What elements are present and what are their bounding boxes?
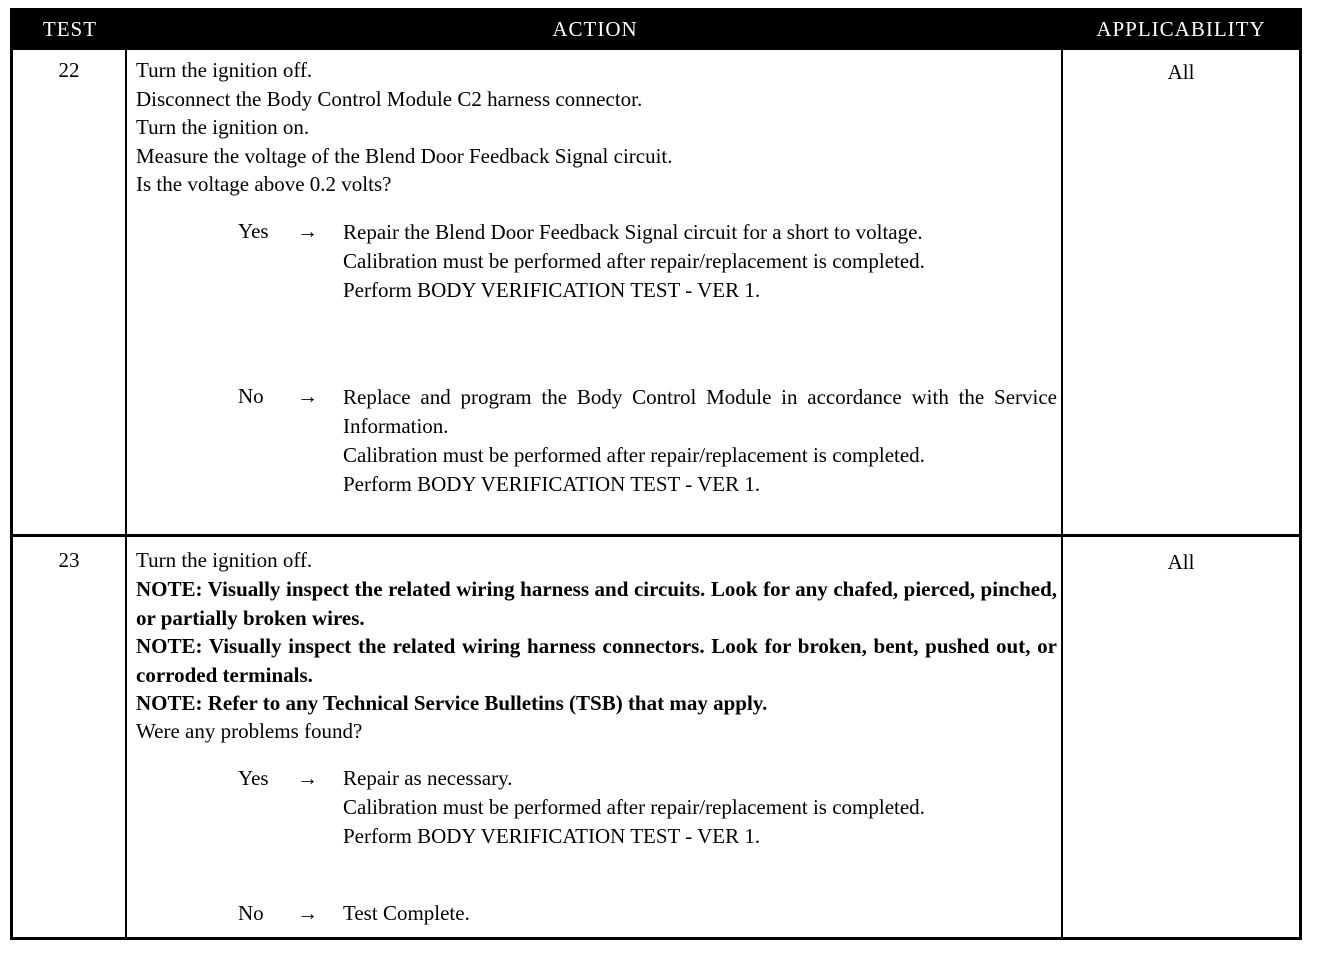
applicability-value: All <box>1167 60 1195 84</box>
note-text: NOTE: Refer to any Technical Service Bulletins (TSB) that may apply. <box>136 691 768 715</box>
action-step: Measure the voltage of the Blend Door Feedback Signal circuit. <box>136 144 673 168</box>
header-action: ACTION <box>552 17 638 41</box>
note-text: NOTE: Visually inspect the related wiring harness and circuits. Look for any chafed, pierced, pinched, or partially broken wires. <box>136 577 1057 630</box>
test-number: 22 <box>58 58 80 82</box>
action-step: Turn the ignition on. <box>136 115 310 139</box>
row-divider <box>13 534 1299 537</box>
diagnostic-test-table <box>10 8 1302 940</box>
action-step: Turn the ignition off. <box>136 548 313 572</box>
yes-label: Yes <box>238 219 269 243</box>
arrow-icon: → <box>297 219 318 243</box>
header-test: TEST <box>42 17 98 41</box>
no-result <box>343 383 1057 499</box>
result-text: Calibration must be performed after repair/replacement is completed. <box>343 795 925 819</box>
yes-result <box>343 764 1057 851</box>
result-text: Test Complete. <box>343 901 470 925</box>
arrow-icon: → <box>297 766 318 790</box>
applicability-value: All <box>1167 550 1195 574</box>
yes-label: Yes <box>238 766 269 790</box>
arrow-icon: → <box>297 901 318 925</box>
arrow-icon: → <box>297 384 318 408</box>
no-label: No <box>238 384 264 408</box>
action-step: Turn the ignition off. <box>136 58 313 82</box>
column-divider <box>1061 11 1063 937</box>
result-text: Perform BODY VERIFICATION TEST - VER 1. <box>343 278 761 302</box>
action-step: Disconnect the Body Control Module C2 harness connector. <box>136 87 643 111</box>
header-applicability: APPLICABILITY <box>1096 17 1266 41</box>
test-number: 23 <box>58 548 80 572</box>
result-text: Repair as necessary. <box>343 766 513 790</box>
result-text: Calibration must be performed after repair/replacement is completed. <box>343 443 925 467</box>
no-result <box>343 899 1057 928</box>
result-text: Calibration must be performed after repair/replacement is completed. <box>343 249 925 273</box>
column-divider <box>125 11 127 937</box>
note-text: NOTE: Visually inspect the related wiring harness connectors. Look for broken, bent, pushed out, or corroded terminals. <box>136 634 1057 687</box>
action-question: Were any problems found? <box>136 719 363 743</box>
action-question: Is the voltage above 0.2 volts? <box>136 172 392 196</box>
result-text: Replace and program the Body Control Module in accordance with the Service Information. <box>343 385 1057 438</box>
result-text: Repair the Blend Door Feedback Signal circuit for a short to voltage. <box>343 220 923 244</box>
result-text: Perform BODY VERIFICATION TEST - VER 1. <box>343 472 761 496</box>
result-text: Perform BODY VERIFICATION TEST - VER 1. <box>343 824 761 848</box>
no-label: No <box>238 901 264 925</box>
yes-result <box>343 218 1057 305</box>
table-header <box>13 11 1299 50</box>
